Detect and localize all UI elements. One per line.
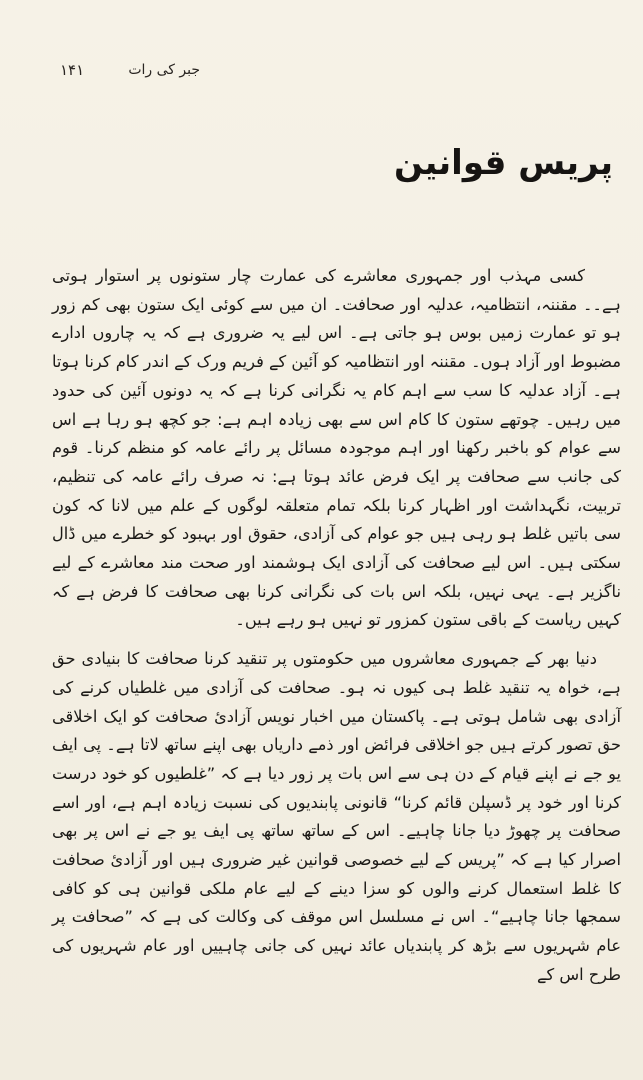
page-number: ۱۴۱ bbox=[60, 61, 85, 79]
body-text bbox=[52, 262, 621, 990]
chapter-title: پریس قوانین bbox=[393, 142, 613, 183]
paragraph: دنیا بھر کے جمہوری معاشروں میں حکومتوں پر تنقید کرنا صحافت کا بنیادی حق ہے، خواہ یہ تنقید غلط ہی کیوں نہ ہو۔ صحافت کی آزادی میں غلطیاں کرنے کی آزادی بھی شامل ہوتی ہے۔ پاکستان میں اخبار نویس آزادیٔ صحافت کو ایک اخلاقی حق تصور کرتے ہیں جو اخلاقی فرائض اور ذمے داریاں بھی اپنے ساتھ لاتا ہے۔ پی ایف یو جے نے اپنے قیام کے دن ہی سے اس بات پر زور دیا ہے کہ ”غلطیوں کو خود درست کرنا اور خود پر ڈسپلن قائم کرنا“ قانونی پابندیوں کی نسبت زیادہ اہم ہے، اور اسے صحافت پر چھوڑ دیا جانا چاہیے۔ اس کے ساتھ ساتھ پی ایف یو جے نے اس پر بھی اصرار کیا ہے کہ ”پریس کے لیے خصوصی قوانین غیر ضروری ہیں اور آزادیٔ صحافت کا غلط استعمال کرنے والوں کو سزا دینے کے لیے عام ملکی قوانین ہی کو کافی سمجھا جانا چاہیے“۔ اس نے مسلسل اس موقف کی وکالت کی ہے کہ ”صحافت پر عام شہریوں سے بڑھ کر پابندیاں عائد نہیں کی جانی چاہییں اور عام شہریوں کی طرح اس کے bbox=[52, 649, 621, 984]
paragraph: کسی مہذب اور جمہوری معاشرے کی عمارت چار ستونوں پر استوار ہوتی ہے۔۔ مقننہ، انتظامیہ، عدلیہ اور صحافت۔ ان میں سے کوئی ایک ستون بھی کم زور ہو تو عمارت زمیں بوس ہو جاتی ہے۔ اس لیے یہ ضروری ہے کہ یہ چاروں ادارے مضبوط اور آزاد ہوں۔ مقننہ اور انتظامیہ کو آئین کے فریم ورک کے اندر کام کرنا ہوتا ہے۔ آزاد عدلیہ کا سب سے اہم کام یہ نگرانی کرنا ہے کہ یہ دونوں آئین کی حدود میں رہیں۔ چوتھے ستون کا کام اس سے بھی زیادہ اہم ہے: جو کچھ ہو رہا ہے اس سے عوام کو باخبر رکھنا اور اہم موجودہ مسائل پر رائے عامہ کو منظم کرنا۔ قوم کی جانب سے صحافت پر ایک فرض عائد ہوتا ہے: نہ صرف رائے عامہ کی تنظیم، تربیت، نگہداشت اور اظہار کرنا بلکہ تمام متعلقہ لوگوں کے علم میں لانا کہ کون سی باتیں غلط ہو رہی ہیں جو عوام کی آزادی، حقوق اور بہبود کو خطرے میں ڈال سکتی ہیں۔ اس لیے صحافت کی آزادی ایک ہوشمند اور صحت مند معاشرے کے لیے ناگزیر ہے۔ یہی نہیں، بلکہ اس بات کی نگرانی کرنا بھی صحافت کا فرض ہے کہ کہیں ریاست کے باقی ستون کمزور تو نہیں ہو رہے ہیں۔ bbox=[52, 266, 621, 630]
running-header bbox=[60, 58, 200, 82]
running-title: جبر کی رات bbox=[128, 62, 200, 78]
